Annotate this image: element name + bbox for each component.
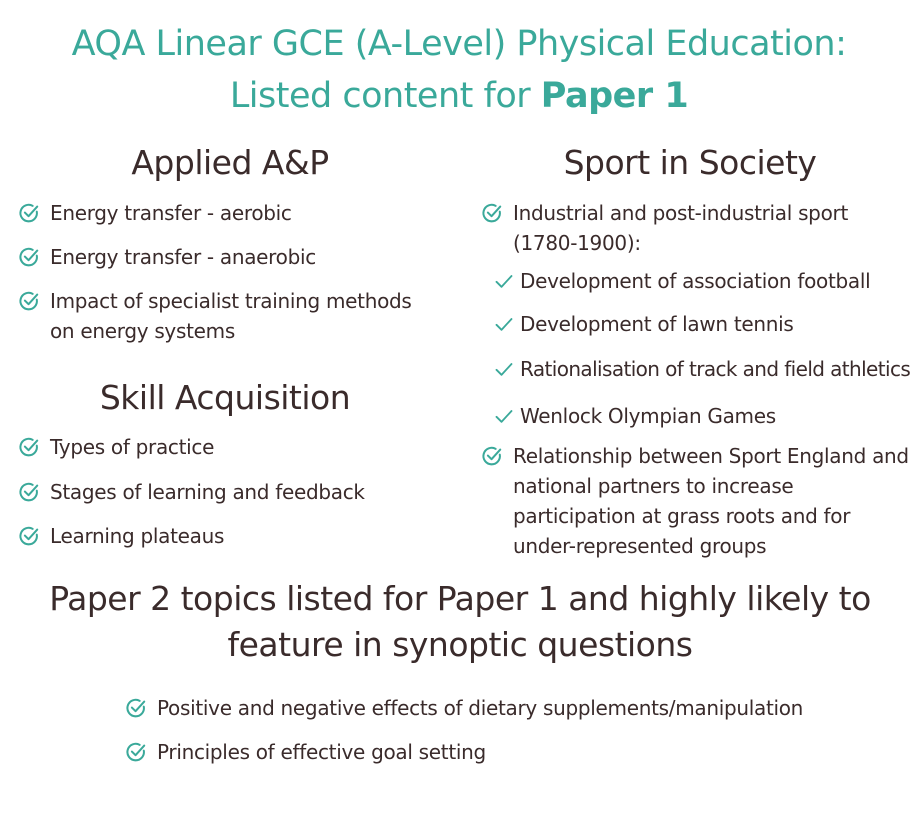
check-circle-icon [18, 481, 40, 503]
title-prefix: Listed content for [229, 76, 541, 116]
check-icon [494, 406, 514, 426]
sub-list-item [494, 266, 914, 296]
check-circle-icon [18, 436, 40, 458]
title-line-2 [0, 70, 918, 122]
list-item [18, 198, 438, 228]
page-title [0, 18, 918, 122]
sport-in-society-heading: Sport in Society [563, 143, 817, 182]
sub-list-item [494, 354, 918, 384]
sub-list-item-text: Development of association football [520, 269, 871, 293]
list-item [18, 521, 438, 551]
list-item-text: Stages of learning and feedback [50, 480, 365, 504]
sub-list-item [494, 401, 914, 431]
list-item [18, 432, 438, 462]
check-circle-icon [481, 445, 503, 467]
synoptic-heading: Paper 2 topics listed for Paper 1 and highly likely to feature in synoptic questions [49, 579, 871, 664]
sub-list-item-text: Development of lawn tennis [520, 312, 794, 336]
sub-list-item-text: Wenlock Olympian Games [520, 404, 776, 428]
title-paper: Paper 1 [540, 76, 689, 116]
check-icon [494, 314, 514, 334]
list-item-text: Energy transfer - aerobic [50, 201, 292, 225]
check-circle-icon [125, 741, 147, 763]
list-item [18, 477, 438, 507]
list-item-text: Impact of specialist training methods on energy systems [50, 289, 412, 343]
skill-acquisition-heading: Skill Acquisition [99, 378, 351, 417]
check-circle-icon [125, 697, 147, 719]
check-circle-icon [18, 525, 40, 547]
list-item-text: Relationship between Sport England and national partners to increase participation at grass roots and for under-represented groups [513, 444, 909, 558]
list-item [481, 198, 881, 258]
sub-list-item-text: Rationalisation of track and field athletics [520, 357, 911, 381]
check-circle-icon [481, 202, 503, 224]
list-item [18, 242, 438, 272]
list-item [125, 737, 845, 767]
check-circle-icon [18, 202, 40, 224]
list-item [125, 693, 845, 723]
list-item-text: Principles of effective goal setting [157, 740, 486, 764]
list-item [18, 286, 438, 346]
check-icon [494, 271, 514, 291]
check-circle-icon [18, 290, 40, 312]
list-item [481, 441, 911, 561]
list-item-text: Positive and negative effects of dietary supplements/manipulation [157, 696, 804, 720]
list-item-text: Industrial and post-industrial sport (1780-1900): [513, 201, 848, 255]
list-item-text: Types of practice [50, 435, 215, 459]
list-item-text: Energy transfer - anaerobic [50, 245, 316, 269]
list-item-text: Learning plateaus [50, 524, 225, 548]
applied-ap-heading: Applied A&P [131, 143, 329, 182]
sub-list-item [494, 309, 914, 339]
check-circle-icon [18, 246, 40, 268]
title-line-1: AQA Linear GCE (A-Level) Physical Education: [71, 24, 847, 64]
check-icon [494, 359, 514, 379]
